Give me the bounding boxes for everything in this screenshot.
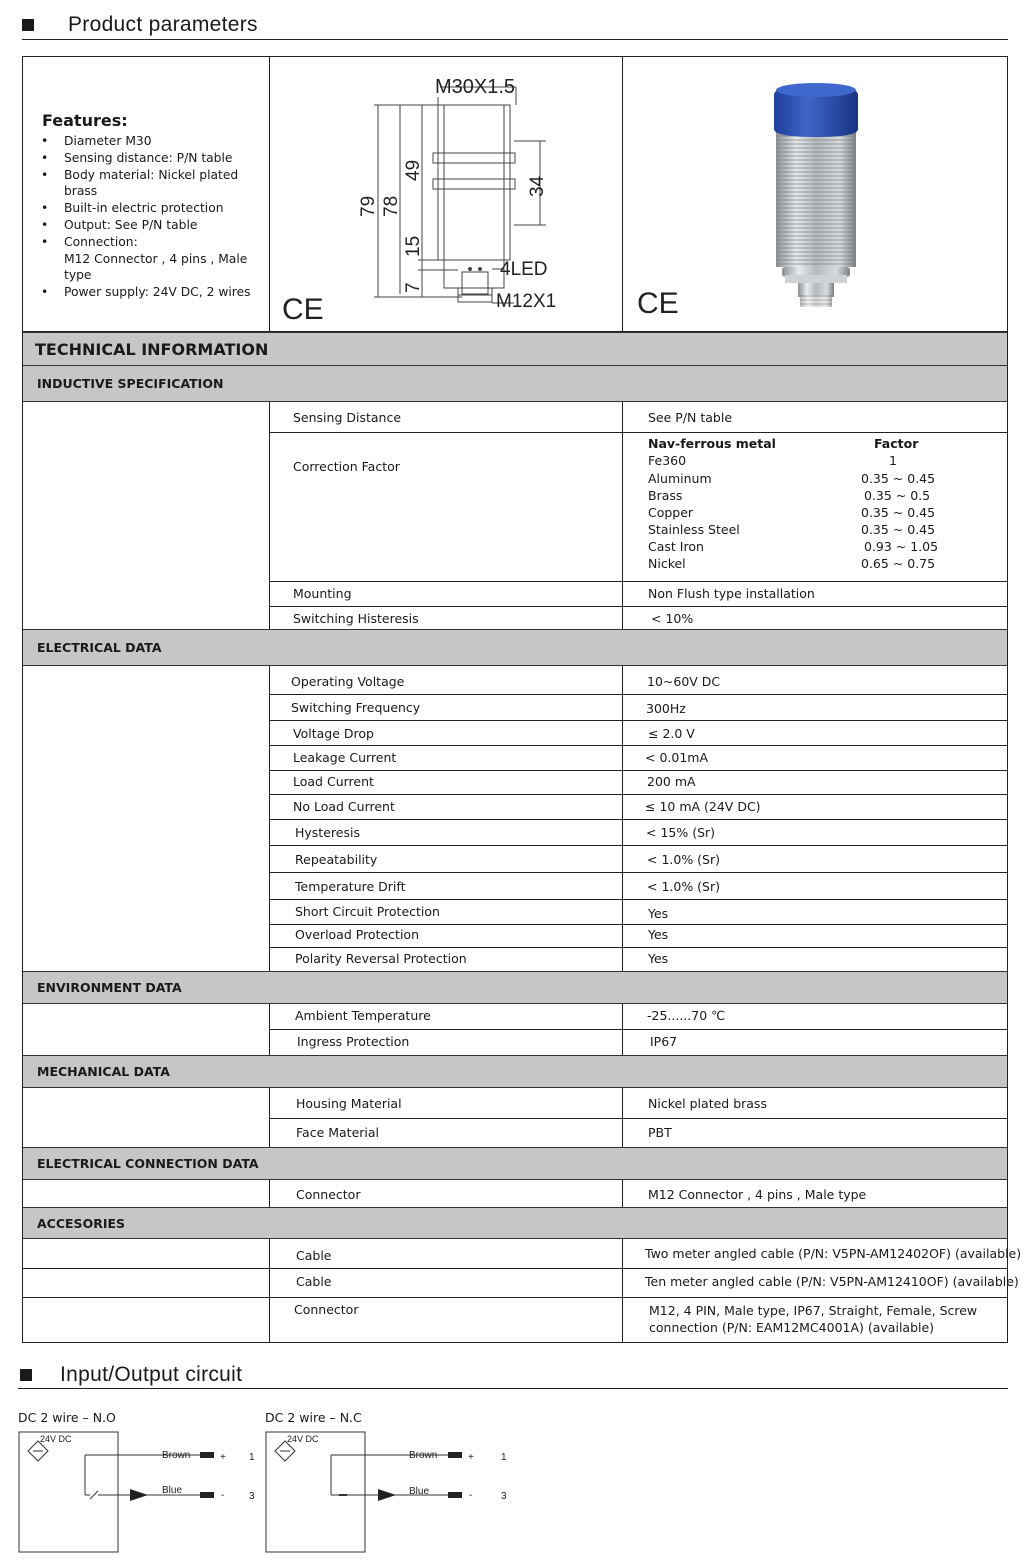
product-box [22,56,1008,332]
spec-label: Voltage Drop [293,726,374,741]
supply-label: 24V DC [40,1434,72,1444]
spec-label: Overload Protection [295,927,419,942]
spec-value: 10~60V DC [647,674,721,689]
feature-item: • Connection: M12 Connector , 4 pins , Male type [41,234,269,284]
dim-15: 15 [403,235,424,257]
spec-value: 300Hz [646,701,686,716]
cf-factor: 0.35 ~ 0.45 [861,522,936,537]
spec-label: Cable [296,1248,332,1263]
cf-metal: Aluminum [648,471,712,486]
technical-table [22,332,1022,1343]
spec-value: Yes [648,906,669,921]
spec-value: Ten meter angled cable (P/N: V5PN-AM12410OF) (available) [645,1274,1019,1289]
pin-3-label: 3 [249,1491,255,1502]
spec-label: Short Circuit Protection [295,904,440,919]
spec-value: M12, 4 PIN, Male type, IP67, Straight, Female, Screw [649,1303,978,1318]
dim-78: 78 [381,195,402,217]
circuit-nc [266,1432,507,1552]
spec-value: < 1.0% (Sr) [647,852,721,867]
cf-header-factor: Factor [874,436,919,451]
feature-item: • Sensing distance: P/N table [41,150,269,167]
cf-factor: 0.93 ~ 1.05 [864,539,939,554]
minus-label: - [469,1490,473,1501]
dim-79: 79 [358,195,379,217]
spec-value: < 15% (Sr) [646,825,716,840]
ce-mark: CE [282,293,324,326]
dim-7: 7 [403,282,424,293]
feature-item: • Diameter M30 [41,133,269,150]
section-title: Product parameters [68,13,258,36]
spec-value: PBT [648,1125,672,1140]
spec-label: Switching Frequency [291,700,421,715]
spec-label: Load Current [293,774,374,789]
spec-value: Yes [648,927,669,942]
blue-wire-label: Blue [409,1486,430,1497]
cf-factor: 1 [889,453,897,468]
spec-value: M12 Connector , 4 pins , Male type [648,1187,867,1202]
features-cell [23,57,270,331]
circuit-no [19,1432,255,1552]
spec-label: Repeatability [295,852,378,867]
section-electrical-data: ELECTRICAL DATA [23,629,1007,666]
section-inductive-spec: INDUCTIVE SPECIFICATION [23,365,1007,402]
supply-label: 24V DC [287,1434,319,1444]
thread-label: M30X1.5 [435,76,516,98]
spec-value: Yes [648,951,669,966]
divider [18,1388,1008,1389]
spec-label: Ambient Temperature [295,1008,431,1023]
cf-metal: Copper [648,505,694,520]
product-photo-cell [623,57,1008,331]
spec-value: See P/N table [648,410,733,425]
spec-value: Non Flush type installation [648,586,815,601]
led-label: 4LED [500,259,548,280]
spec-label: Leakage Current [293,750,397,765]
plus-label: + [468,1452,474,1463]
pin-1-label: 1 [501,1452,507,1463]
spec-label: Housing Material [296,1096,402,1111]
spec-label: No Load Current [293,799,395,814]
spec-label: Correction Factor [293,459,400,474]
spec-label: Connector [296,1187,361,1202]
feature-item: • Built-in electric protection [41,200,269,217]
circuit-diagrams [0,1425,560,1560]
cf-metal: Fe360 [648,453,687,468]
connector-label: M12X1 [496,291,557,312]
brown-wire-label: Brown [409,1450,438,1461]
spec-value: < 1.0% (Sr) [647,879,721,894]
section-accessories: ACCESORIES [23,1207,1007,1239]
circuit-title-nc: DC 2 wire – N.C [265,1410,362,1425]
section-header-io-circuit [20,1360,242,1390]
section-electrical-connection: ELECTRICAL CONNECTION DATA [23,1147,1007,1180]
brown-wire-label: Brown [162,1450,191,1461]
cf-metal: Cast Iron [648,539,704,554]
spec-value: 200 mA [647,774,696,789]
cf-metal: Nickel [648,556,686,571]
circuit-title-no: DC 2 wire – N.O [18,1410,116,1425]
cf-factor: 0.35 ~ 0.5 [864,488,931,503]
divider [22,39,1008,40]
spec-value: ≤ 10 mA (24V DC) [645,799,761,814]
cf-factor: 0.35 ~ 0.45 [861,471,936,486]
square-bullet-icon [20,1369,32,1381]
spec-value: -25......70 ℃ [647,1008,726,1023]
ce-mark: CE [637,287,679,320]
pin-3-label: 3 [501,1491,507,1502]
product-photo [623,57,1008,331]
spec-label: Sensing Distance [293,410,402,425]
spec-label: Polarity Reversal Protection [295,951,467,966]
cf-factor: 0.35 ~ 0.45 [861,505,936,520]
spec-value: IP67 [650,1034,678,1049]
blue-wire-label: Blue [162,1485,183,1496]
cf-header-metal: Nav-ferrous metal [648,436,776,451]
section-mechanical-data: MECHANICAL DATA [23,1055,1007,1088]
spec-label: Temperature Drift [295,879,406,894]
section-technical-information: TECHNICAL INFORMATION [23,332,1007,366]
minus-label: - [221,1490,225,1501]
spec-value: connection (P/N: EAM12MC4001A) (available) [649,1320,935,1335]
section-title: Input/Output circuit [60,1363,243,1386]
spec-value: Two meter angled cable (P/N: V5PN-AM12402OF) (available) [645,1246,1022,1261]
dim-34: 34 [527,175,548,197]
feature-item: • Power supply: 24V DC, 2 wires [41,284,269,301]
spec-value: < 10% [651,611,694,626]
cf-metal: Brass [648,488,683,503]
spec-label: Ingress Protection [297,1034,410,1049]
section-header-product-parameters [22,10,258,40]
feature-item: • Body material: Nickel plated brass [41,167,269,201]
square-bullet-icon [22,19,34,31]
dim-49: 49 [403,159,424,181]
features-title: Features: [42,111,128,130]
dimension-drawing [270,57,622,331]
cf-metal: Stainless Steel [648,522,740,537]
spec-value: ≤ 2.0 V [648,726,695,741]
section-environment-data: ENVIRONMENT DATA [23,971,1007,1004]
plus-label: + [220,1452,226,1463]
spec-value: < 0.01mA [645,750,709,765]
spec-label: Switching Histeresis [293,611,419,626]
dimension-drawing-cell [270,57,623,331]
feature-item: • Output: See P/N table [41,217,269,234]
spec-label: Face Material [296,1125,380,1140]
spec-value: Nickel plated brass [648,1096,767,1111]
pin-1-label: 1 [249,1452,255,1463]
spec-label: Cable [296,1274,332,1289]
spec-label: Mounting [293,586,352,601]
cf-factor: 0.65 ~ 0.75 [861,556,936,571]
spec-label: Hysteresis [295,825,360,840]
spec-label: Operating Voltage [291,674,405,689]
features-list [41,133,269,301]
spec-label: Connector [294,1302,359,1317]
